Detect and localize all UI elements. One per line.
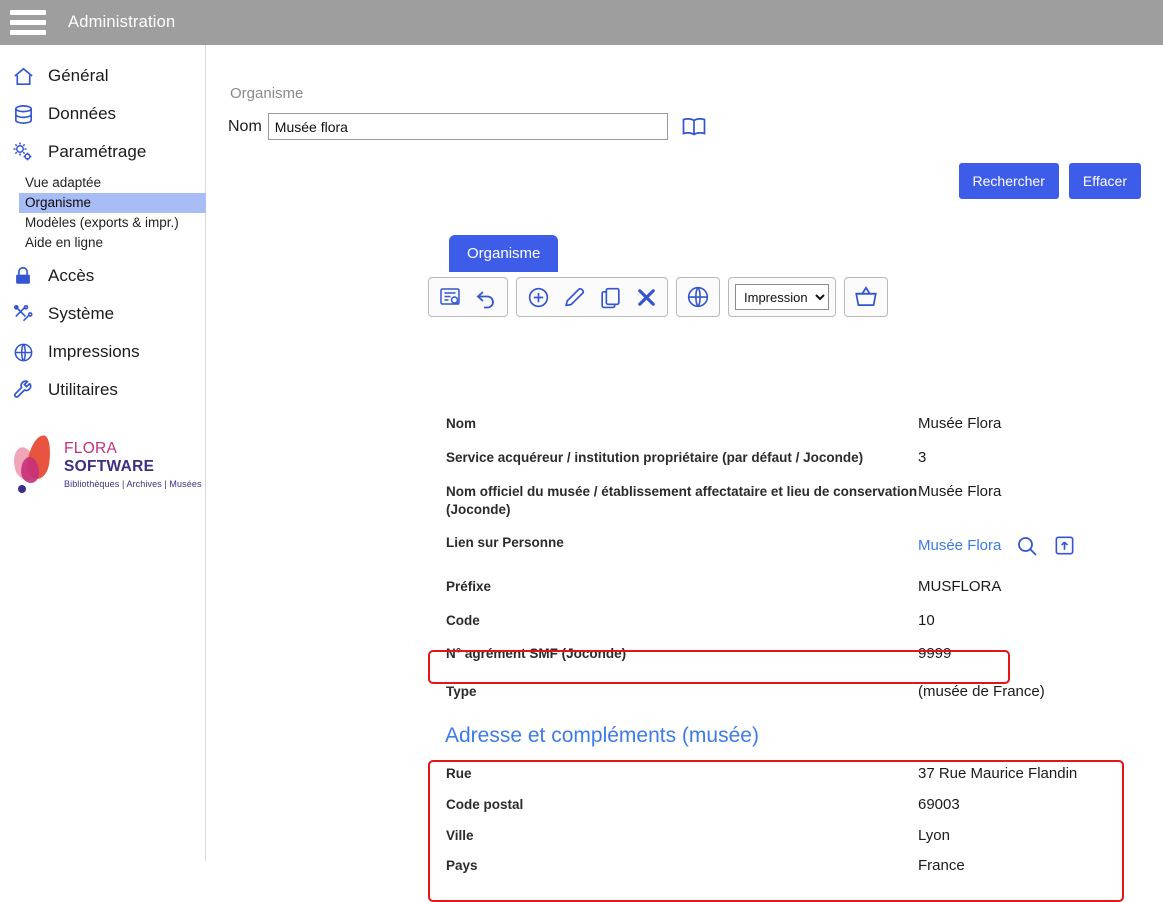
open-external-icon[interactable] xyxy=(1053,534,1076,557)
sidebar-item-label: Paramétrage xyxy=(48,142,147,161)
lock-icon xyxy=(8,263,38,289)
database-icon xyxy=(8,101,38,127)
add-circle-icon[interactable] xyxy=(523,282,553,312)
toolbar-group-web xyxy=(676,277,720,317)
home-icon xyxy=(8,63,38,89)
gears-icon xyxy=(8,139,38,165)
detail-row xyxy=(428,483,1128,519)
field-label: N° agrément SMF (Joconde) xyxy=(446,646,627,662)
subnav-item-vue-adaptee[interactable]: Vue adaptée xyxy=(25,175,102,190)
book-icon[interactable] xyxy=(680,114,708,140)
logo-subtitle: Bibliothèques | Archives | Musées xyxy=(64,479,202,489)
field-value: Lyon xyxy=(918,826,950,844)
globe-icon[interactable] xyxy=(683,282,713,312)
search-name-label: Nom xyxy=(228,117,262,135)
sidebar-item-acces[interactable] xyxy=(0,257,205,295)
flora-logo-mark xyxy=(12,435,58,493)
address-row xyxy=(428,765,1128,784)
main-layout xyxy=(0,45,1163,875)
field-label: Code xyxy=(446,612,480,628)
delete-x-icon[interactable] xyxy=(631,282,661,312)
field-value: 37 Rue Maurice Flandin xyxy=(918,765,1078,782)
toolbar-group-navigation xyxy=(428,277,508,317)
field-label: Ville xyxy=(446,827,474,843)
sidebar-item-label: Accès xyxy=(48,266,95,285)
magnifier-icon[interactable] xyxy=(1015,534,1039,558)
sidebar-item-utilitaires[interactable] xyxy=(0,371,205,409)
field-label: Rue xyxy=(446,766,472,781)
subnav-item-modeles[interactable]: Modèles (exports & impr.) xyxy=(25,215,179,230)
field-label: Préfixe xyxy=(446,578,492,594)
detail-row xyxy=(428,578,1128,597)
detail-row xyxy=(428,612,1128,631)
address-row xyxy=(428,796,1128,815)
field-label: Nom xyxy=(446,416,476,431)
detail-fields xyxy=(428,415,1128,717)
content-area xyxy=(206,45,1163,875)
field-value: 9999 xyxy=(918,645,952,663)
field-value: 3 xyxy=(918,448,927,466)
search-name-input[interactable] xyxy=(268,113,668,140)
page-title: Administration xyxy=(68,13,176,31)
field-value-group xyxy=(918,534,1076,558)
field-value: 69003 xyxy=(918,795,960,813)
clear-button[interactable]: Effacer xyxy=(1069,163,1141,199)
sidebar-item-general[interactable] xyxy=(0,57,205,95)
tools-icon xyxy=(8,301,38,327)
field-value: (musée de France) xyxy=(918,683,1045,701)
printer-globe-icon xyxy=(8,339,38,365)
sidebar-subnav xyxy=(0,171,205,257)
field-value: Musée Flora xyxy=(918,482,1002,500)
field-value: MUSFLORA xyxy=(918,577,1002,595)
logo-main-bold: SOFTWARE xyxy=(64,458,155,475)
subnav-item-organisme[interactable]: Organisme xyxy=(19,193,209,213)
subnav-item-aide-en-ligne[interactable]: Aide en ligne xyxy=(25,235,104,250)
sidebar-item-label: Utilitaires xyxy=(48,380,118,399)
sidebar xyxy=(0,45,206,861)
list-search-icon[interactable] xyxy=(435,282,465,312)
address-fields xyxy=(428,765,1128,888)
sidebar-item-impressions[interactable] xyxy=(0,333,205,371)
print-select[interactable] xyxy=(735,284,829,310)
detail-row xyxy=(428,449,1128,468)
field-value: 10 xyxy=(918,611,935,629)
flora-logo-text xyxy=(64,440,205,493)
toolbar-group-basket xyxy=(844,277,888,317)
logo-main-light: FLORA xyxy=(64,440,117,457)
sidebar-item-label: Système xyxy=(48,304,115,323)
field-label: Service acquéreur / institution propriétaire (par défaut / Joconde) xyxy=(446,449,864,465)
address-row xyxy=(428,827,1128,846)
field-value: Musée Flora xyxy=(918,415,1002,432)
search-buttons xyxy=(959,163,1141,199)
flora-logo xyxy=(0,435,205,493)
wrench-icon xyxy=(8,377,38,403)
search-button[interactable]: Rechercher xyxy=(959,163,1059,199)
detail-row xyxy=(428,415,1128,434)
record-toolbar xyxy=(428,277,888,317)
basket-icon[interactable] xyxy=(851,282,881,312)
search-legend: Organisme xyxy=(230,85,304,102)
top-bar xyxy=(0,0,1163,45)
pencil-icon[interactable] xyxy=(559,282,589,312)
sidebar-item-label: Général xyxy=(48,66,109,85)
toolbar-group-edit xyxy=(516,277,668,317)
detail-row xyxy=(428,683,1128,702)
field-value-link[interactable]: Musée Flora xyxy=(918,536,1002,554)
sidebar-item-systeme[interactable] xyxy=(0,295,205,333)
field-value: France xyxy=(918,857,965,875)
field-label: Nom officiel du musée / établissement affectataire et lieu de conservation (Joconde) xyxy=(446,483,918,517)
sidebar-item-donnees[interactable] xyxy=(0,95,205,133)
toolbar-group-print xyxy=(728,277,836,317)
field-label: Code postal xyxy=(446,796,524,812)
field-label: Type xyxy=(446,684,477,700)
address-row xyxy=(428,857,1128,876)
undo-icon[interactable] xyxy=(471,282,501,312)
search-row xyxy=(228,113,708,140)
sidebar-item-label: Données xyxy=(48,104,117,123)
sidebar-item-label: Impressions xyxy=(48,342,140,361)
detail-row-agrement-smf xyxy=(428,645,1128,664)
field-label: Pays xyxy=(446,858,478,874)
field-label: Lien sur Personne xyxy=(446,534,564,550)
tab-organisme[interactable]: Organisme xyxy=(449,235,558,272)
copy-icon[interactable] xyxy=(595,282,625,312)
section-title-adresse: Adresse et compléments (musée) xyxy=(445,724,759,747)
tab-strip xyxy=(449,235,558,272)
detail-row-lien-personne xyxy=(428,534,1128,558)
sidebar-item-parametrage[interactable] xyxy=(0,133,205,171)
hamburger-icon[interactable] xyxy=(10,8,46,38)
